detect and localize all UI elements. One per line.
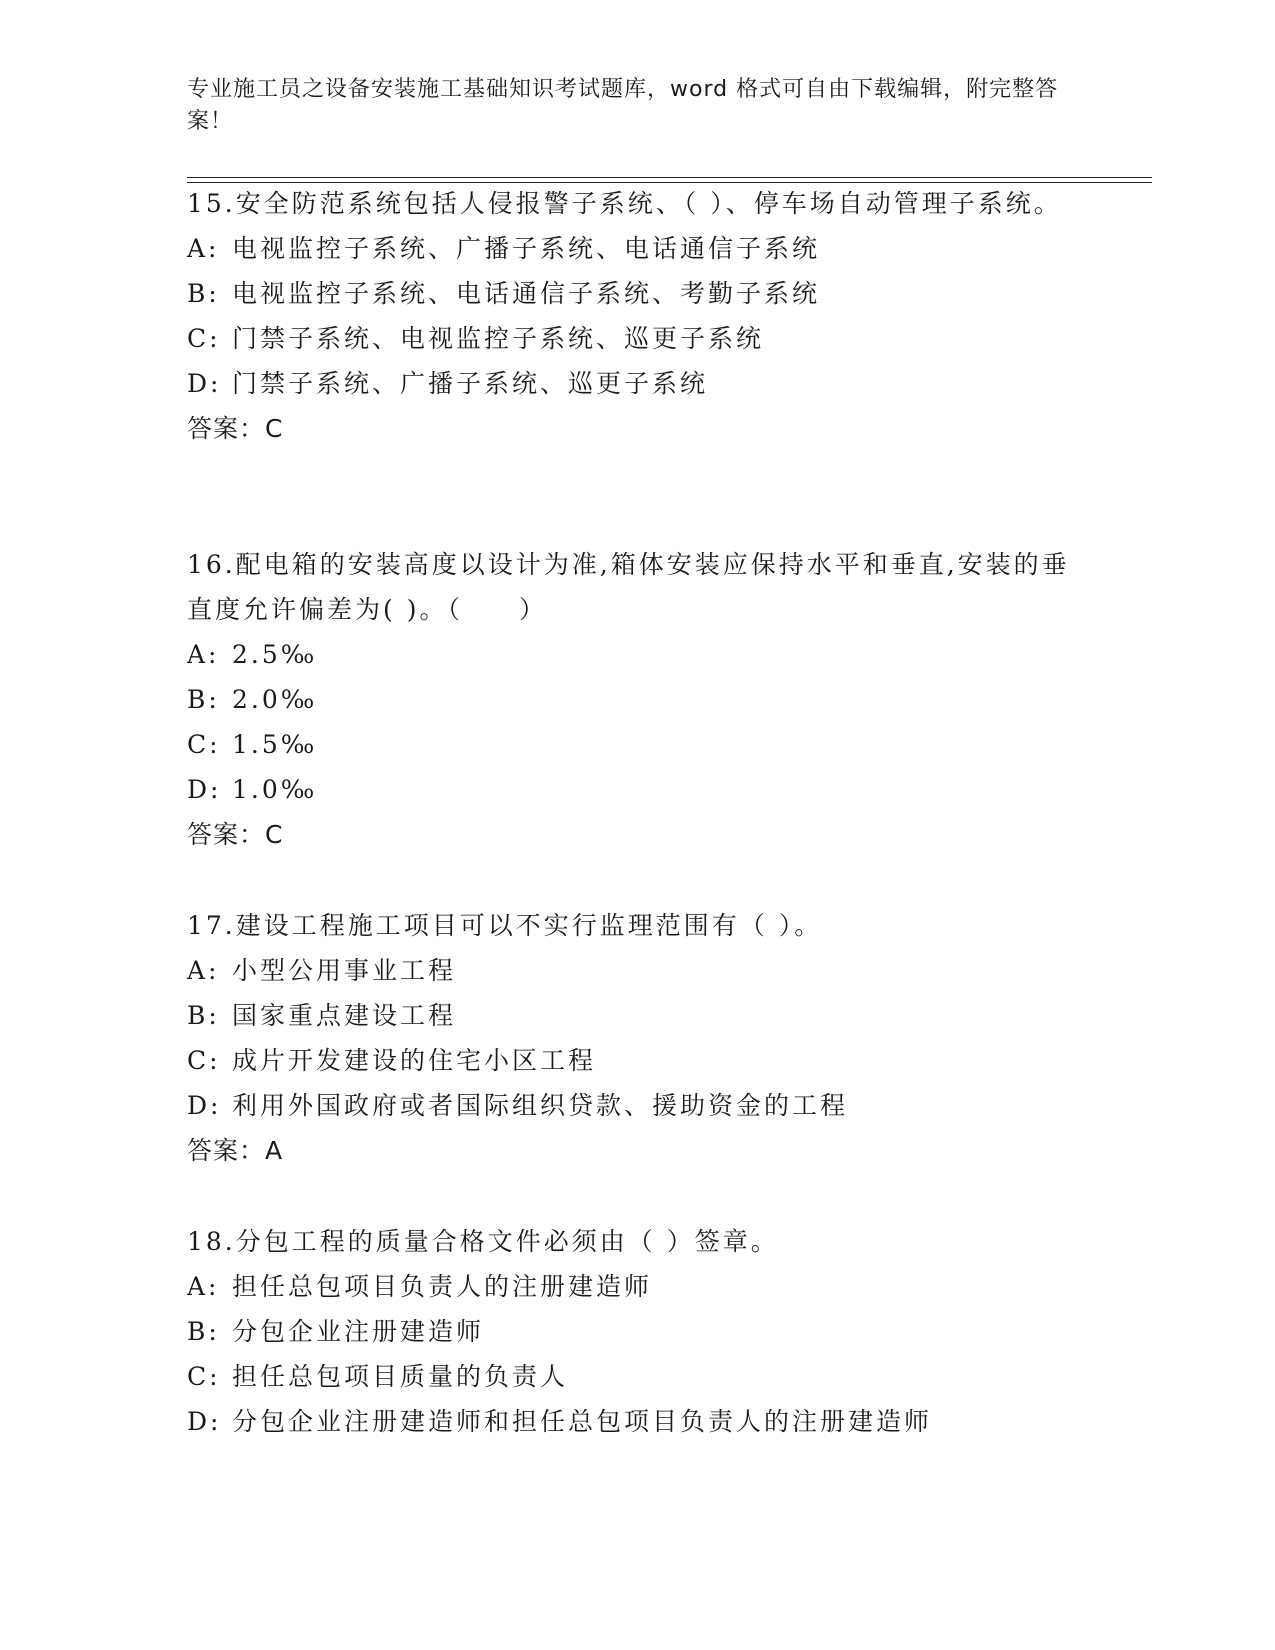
option-letter: B: — [187, 1317, 220, 1346]
option-letter: A: — [187, 234, 220, 263]
option-c — [187, 722, 1087, 767]
option-d — [187, 767, 1087, 812]
option-text: 电视监控子系统、电话通信子系统、考勤子系统 — [232, 279, 821, 308]
question-15 — [187, 181, 1087, 451]
option-text: 成片开发建设的住宅小区工程 — [232, 1046, 597, 1075]
option-text: 1.0‰ — [232, 775, 318, 804]
answer-label: 答案：A — [187, 1136, 284, 1165]
option-text: 分包企业注册建造师 — [232, 1317, 485, 1346]
option-letter: C: — [187, 324, 221, 353]
question-stem: 15.安全防范系统包括人侵报警子系统、（ ）、停车场自动管理子系统。 — [187, 189, 1062, 218]
option-c — [187, 316, 1087, 361]
option-text: 利用外国政府或者国际组织贷款、援助资金的工程 — [232, 1091, 849, 1120]
option-text: 小型公用事业工程 — [232, 956, 457, 985]
question-17 — [187, 903, 1087, 1173]
option-letter: B: — [187, 685, 220, 714]
option-b — [187, 1309, 1087, 1354]
question-stem: 16.配电箱的安装高度以设计为准,箱体安装应保持水平和垂直,安装的垂直度允许偏差为( )。（ ） — [187, 550, 1070, 624]
option-text: 2.0‰ — [232, 685, 318, 714]
option-letter: B: — [187, 1001, 220, 1030]
option-a — [187, 632, 1087, 677]
option-d — [187, 361, 1087, 406]
question-stem: 18.分包工程的质量合格文件必须由（ ）签章。 — [187, 1227, 779, 1256]
option-c — [187, 1038, 1087, 1083]
option-letter: D: — [187, 775, 222, 804]
option-text: 1.5‰ — [232, 730, 318, 759]
option-text: 门禁子系统、电视监控子系统、巡更子系统 — [232, 324, 765, 353]
option-text: 国家重点建设工程 — [232, 1001, 457, 1030]
option-a — [187, 226, 1087, 271]
option-text: 门禁子系统、广播子系统、巡更子系统 — [232, 369, 709, 398]
option-text: 电视监控子系统、广播子系统、电话通信子系统 — [232, 234, 821, 263]
option-letter: D: — [187, 1407, 222, 1436]
option-letter: C: — [187, 1362, 221, 1391]
option-letter: D: — [187, 1091, 222, 1120]
option-d — [187, 1399, 1087, 1444]
answer-label: 答案：C — [187, 820, 284, 849]
option-text: 分包企业注册建造师和担任总包项目负责人的注册建造师 — [232, 1407, 933, 1436]
option-a — [187, 948, 1087, 993]
option-b — [187, 993, 1087, 1038]
option-letter: C: — [187, 1046, 221, 1075]
option-letter: A: — [187, 640, 220, 669]
option-d — [187, 1083, 1087, 1128]
option-letter: A: — [187, 1272, 220, 1301]
option-b — [187, 677, 1087, 722]
option-text: 担任总包项目负责人的注册建造师 — [232, 1272, 653, 1301]
option-a — [187, 1264, 1087, 1309]
answer-label: 答案：C — [187, 414, 284, 443]
option-c — [187, 1354, 1087, 1399]
option-text: 2.5‰ — [232, 640, 318, 669]
option-letter: D: — [187, 369, 222, 398]
question-16 — [187, 542, 1087, 857]
question-18 — [187, 1219, 1087, 1444]
question-stem: 17.建设工程施工项目可以不实行监理范围有（ ）。 — [187, 911, 823, 940]
header-divider-top — [187, 177, 1152, 178]
document-header: 专业施工员之设备安装施工基础知识考试题库，word 格式可自由下载编辑，附完整答案！ — [187, 77, 1059, 134]
option-letter: B: — [187, 279, 220, 308]
option-letter: C: — [187, 730, 221, 759]
option-text: 担任总包项目质量的负责人 — [232, 1362, 569, 1391]
option-b — [187, 271, 1087, 316]
option-letter: A: — [187, 956, 220, 985]
